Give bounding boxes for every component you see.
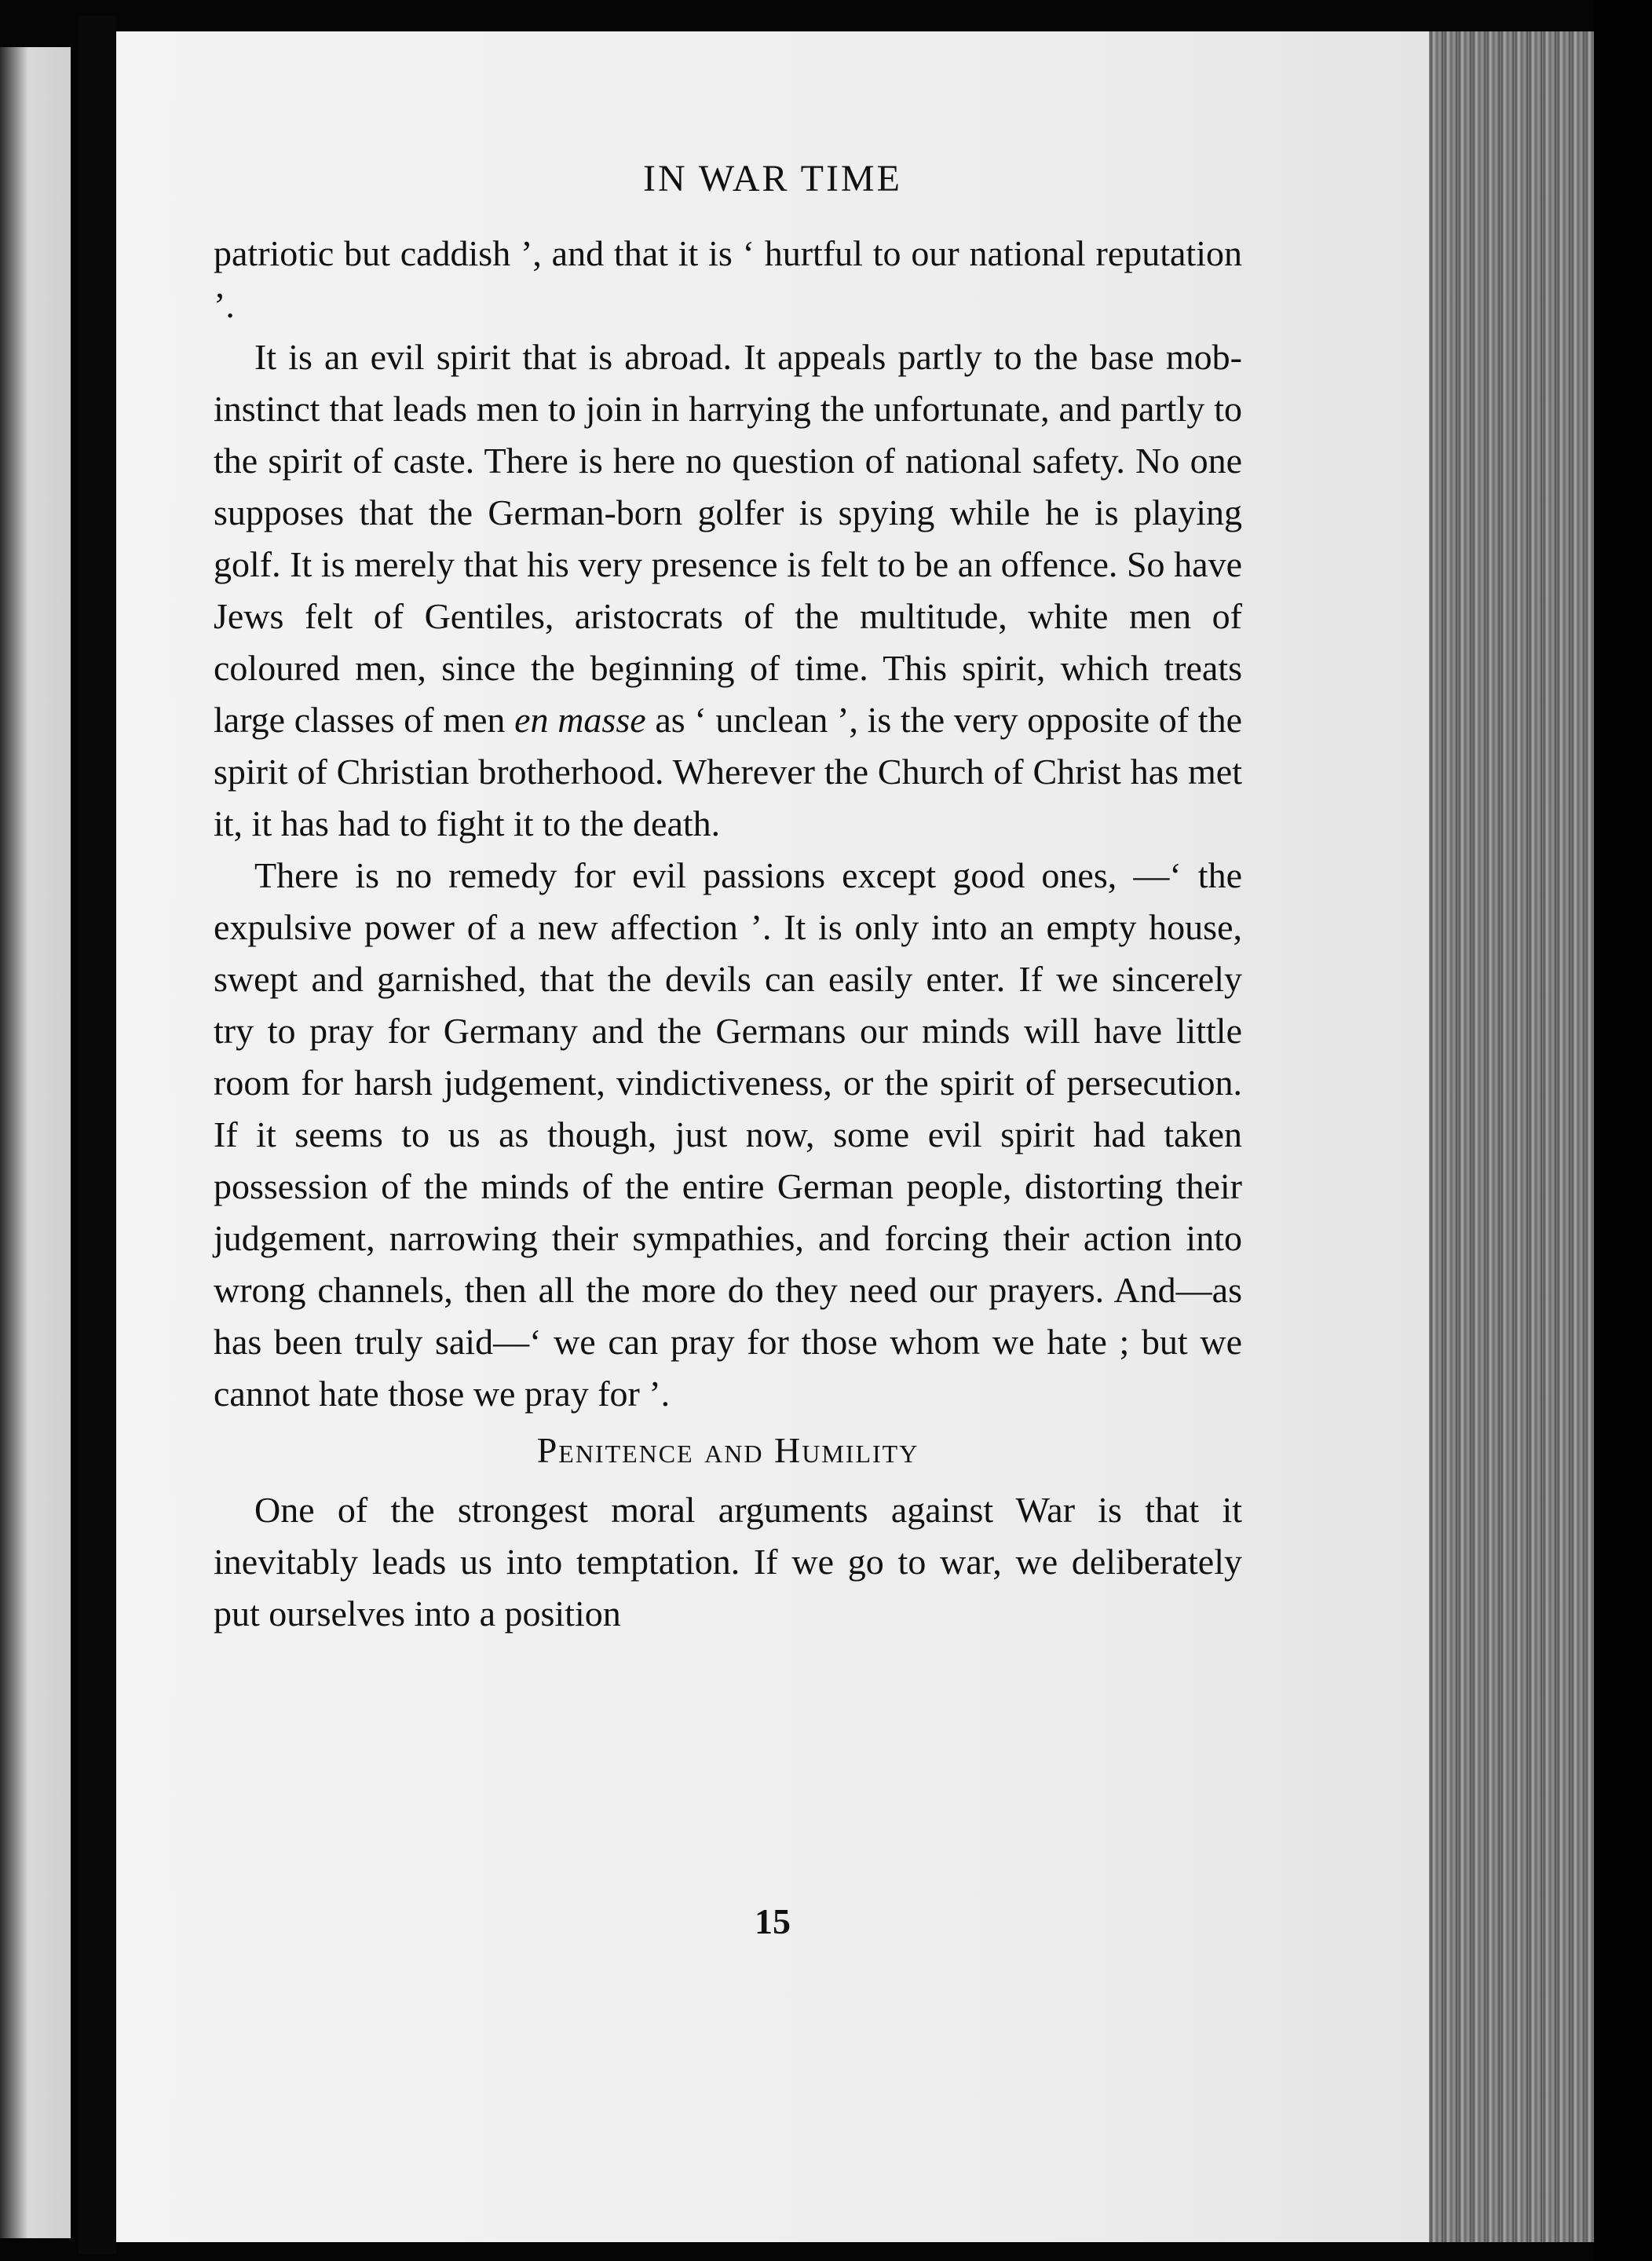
- paragraph-3: There is no remedy for evil passions except good ones, —‘ the expulsive power of a new affection ’. It is only into an empty house, swept and garnished, that the devils can easily enter. If we sincerely try to pray for Germany and the Germans our minds will have little room for harsh judgement, vindictiveness, or the spirit of persecution. If it seems to us as though, just now, some evil spirit had taken possession of the minds of the entire German people, distorting their judgement, narrowing their sympathies, and forcing their action into wrong channels, then all the more do they need our prayers. And—as has been truly said—‘ we can pray for those whom we hate ; but we cannot hate those we pray for ’.: [214, 855, 1242, 1414]
- running-head: IN WAR TIME: [643, 158, 902, 199]
- book-gutter: [79, 16, 116, 2254]
- page-number: 15: [755, 1901, 791, 1941]
- paragraph-2-part-1: It is an evil spirit that is abroad. It appeals partly to the base mob-instinct that leads men to join in harrying the unfortunate, and partly to the spirit of caste. There is here no question of national safety. No one supposes that the German-born golfer is spying while he is playing golf. It is merely that his very presence is felt to be an offence. So have Jews felt of Gentiles, aristocrats of the multitude, white men of coloured men, since the beginning of time. This spirit, which treats large classes of men: [214, 337, 1242, 740]
- paragraph-2-part-2: as ‘ unclean ’, is the very opposite of the spirit of Christian brotherhood. Wherever the Church of Christ has met it, it has had to fight it to the death.: [214, 700, 1243, 843]
- paragraph-2-italic: en masse: [514, 700, 646, 740]
- facing-page-edge: [0, 47, 71, 2238]
- page-stack-edge: [1429, 31, 1594, 2242]
- paragraph-2: [214, 331, 1242, 850]
- section-heading: Penitence and Humility: [536, 1430, 919, 1470]
- paragraph-1: patriotic but caddish ’, and that it is ‘ hurtful to our national reputation ’.: [214, 233, 1242, 325]
- page-body: [214, 228, 1242, 1640]
- paragraph-4: One of the strongest moral arguments against War is that it inevitably leads us into temptation. If we go to war, we deliberately put ourselves into a position: [214, 1490, 1242, 1634]
- scan-border: [1594, 0, 1652, 2261]
